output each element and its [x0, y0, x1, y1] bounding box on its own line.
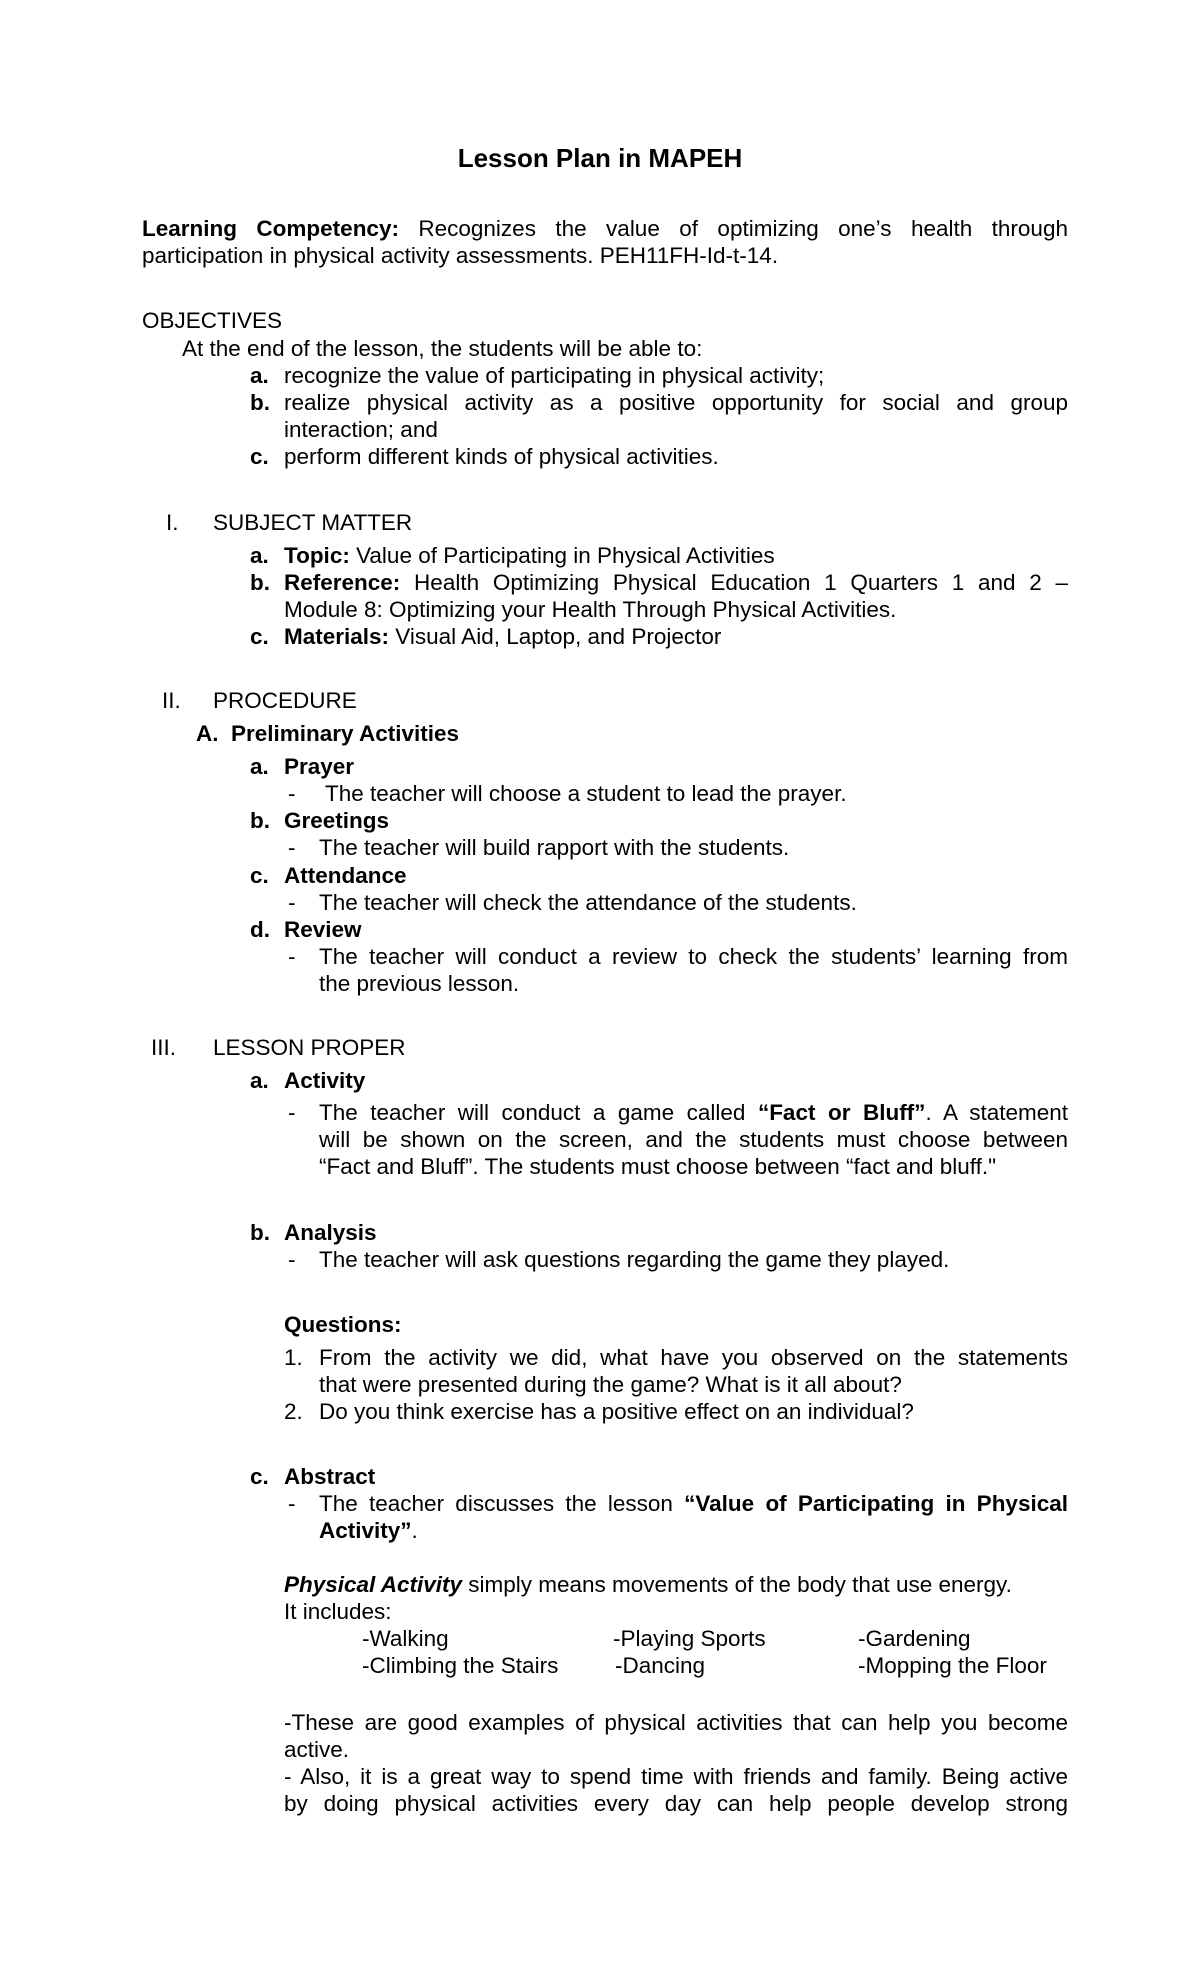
topic-label: Topic:: [284, 543, 350, 568]
activity-text: . A statement: [925, 1100, 1069, 1125]
objective-text: realize physical activity as a positive opportunity for social and group: [284, 390, 1068, 415]
activity-text-line-1: [319, 1099, 1068, 1126]
dash: -: [288, 1247, 296, 1272]
dash: -: [288, 835, 296, 860]
topic-text: Value of Participating in Physical Activities: [349, 543, 775, 568]
dash: -: [288, 1491, 296, 1516]
objective-letter: a.: [250, 363, 269, 388]
procedure-item-text: The teacher will check the attendance of the students.: [319, 890, 857, 915]
procedure-letter: d.: [250, 917, 270, 942]
question-text: Do you think exercise has a positive effect on an individual?: [319, 1399, 914, 1424]
dash: -: [288, 944, 296, 969]
subject-reference: [284, 569, 1068, 596]
reference-text-line-2: Module 8: Optimizing your Health Through Physical Activities.: [284, 597, 897, 622]
subject-letter: a.: [250, 543, 269, 568]
reference-label: Reference:: [284, 570, 401, 595]
procedure-item-title: Attendance: [284, 863, 407, 888]
section-numeral: II.: [162, 688, 181, 713]
definition-term: Physical Activity: [284, 1572, 463, 1597]
subject-letter: c.: [250, 624, 269, 649]
procedure-item-title: Review: [284, 917, 362, 942]
procedure-heading: PROCEDURE: [213, 688, 357, 713]
objective-text: perform different kinds of physical activities.: [284, 444, 719, 469]
procedure-item-text: the previous lesson.: [319, 971, 520, 996]
lesson-title: “Value of Participating in Physical: [684, 1491, 1068, 1516]
section-numeral: III.: [151, 1035, 177, 1060]
lesson-title: Activity”: [319, 1518, 412, 1543]
procedure-item-title: Greetings: [284, 808, 390, 833]
activity-text-line-2: will be shown on the screen, and the students must choose between: [319, 1127, 1068, 1152]
subject-materials: [284, 623, 721, 650]
subsection-letter: A.: [196, 721, 219, 746]
question-text: that were presented during the game? What is it all about?: [319, 1372, 902, 1397]
question-number: 2.: [284, 1399, 303, 1424]
abstract-text: .: [411, 1518, 418, 1543]
example-item: -Climbing the Stairs: [362, 1653, 559, 1678]
example-item: -Walking: [362, 1626, 449, 1651]
competency-label: Learning Competency:: [142, 216, 399, 241]
abstract-text-line-1: [319, 1490, 1068, 1517]
activity-title: Activity: [284, 1068, 366, 1093]
activity-text-line-3: “Fact and Bluff”. The students must choose between “fact and bluff.": [319, 1154, 997, 1179]
lesson-letter: a.: [250, 1068, 269, 1093]
objectives-intro: At the end of the lesson, the students will be able to:: [182, 336, 703, 361]
question-text: From the activity we did, what have you observed on the statements: [319, 1345, 1068, 1370]
procedure-item-title: Prayer: [284, 754, 355, 779]
dash: -: [288, 890, 296, 915]
procedure-letter: a.: [250, 754, 269, 779]
example-item: -Mopping the Floor: [858, 1653, 1047, 1678]
abstract-text-line-2: [319, 1517, 418, 1544]
abstract-title: Abstract: [284, 1464, 376, 1489]
lesson-proper-heading: LESSON PROPER: [213, 1035, 406, 1060]
note-text: - Also, it is a great way to spend time with friends and family. Being active: [284, 1764, 1068, 1789]
definition-text: simply means movements of the body that use energy.: [462, 1572, 1012, 1597]
competency-line-2: participation in physical activity assessments. PEH11FH-Id-t-14.: [142, 243, 779, 268]
reference-text: Health Optimizing Physical Education 1 Quarters 1 and 2 –: [400, 570, 1068, 595]
section-numeral: I.: [166, 510, 179, 535]
preliminary-activities-heading: Preliminary Activities: [231, 721, 460, 746]
materials-text: Visual Aid, Laptop, and Projector: [389, 624, 722, 649]
objective-text: recognize the value of participating in physical activity;: [284, 363, 825, 388]
game-name: “Fact or Bluff”: [757, 1100, 926, 1125]
objective-text: interaction; and: [284, 417, 438, 442]
objective-letter: b.: [250, 390, 270, 415]
competency-text: Recognizes the value of optimizing one’s health through: [418, 216, 1068, 241]
lesson-letter: c.: [250, 1464, 269, 1489]
example-item: -Playing Sports: [613, 1626, 766, 1651]
subject-topic: [284, 542, 775, 569]
competency-line-1: [142, 215, 1068, 242]
dash: -: [288, 781, 296, 806]
subject-matter-heading: SUBJECT MATTER: [213, 510, 413, 535]
activity-text: The teacher will conduct a game called: [319, 1100, 758, 1125]
procedure-letter: c.: [250, 863, 269, 888]
includes-label: It includes:: [284, 1599, 392, 1624]
subject-letter: b.: [250, 570, 270, 595]
example-item: -Dancing: [615, 1653, 706, 1678]
procedure-letter: b.: [250, 808, 270, 833]
note-text: active.: [284, 1737, 350, 1762]
analysis-title: Analysis: [284, 1220, 377, 1245]
procedure-item-text: The teacher will conduct a review to check the students’ learning from: [319, 944, 1068, 969]
question-number: 1.: [284, 1345, 303, 1370]
materials-label: Materials:: [284, 624, 390, 649]
procedure-item-text: The teacher will choose a student to lead the prayer.: [325, 781, 847, 806]
procedure-item-text: The teacher will build rapport with the students.: [319, 835, 790, 860]
questions-label: Questions:: [284, 1312, 402, 1337]
objective-letter: c.: [250, 444, 269, 469]
lesson-letter: b.: [250, 1220, 270, 1245]
note-text: -These are good examples of physical activities that can help you become: [284, 1710, 1068, 1735]
example-item: -Gardening: [858, 1626, 971, 1651]
note-text: by doing physical activities every day can help people develop strong: [284, 1791, 1068, 1816]
analysis-text: The teacher will ask questions regarding the game they played.: [319, 1247, 950, 1272]
page-title: Lesson Plan in MAPEH: [457, 143, 743, 173]
definition-line: [284, 1571, 1012, 1598]
dash: -: [288, 1100, 296, 1125]
abstract-text: The teacher discusses the lesson: [319, 1491, 685, 1516]
objectives-heading: OBJECTIVES: [142, 308, 283, 333]
